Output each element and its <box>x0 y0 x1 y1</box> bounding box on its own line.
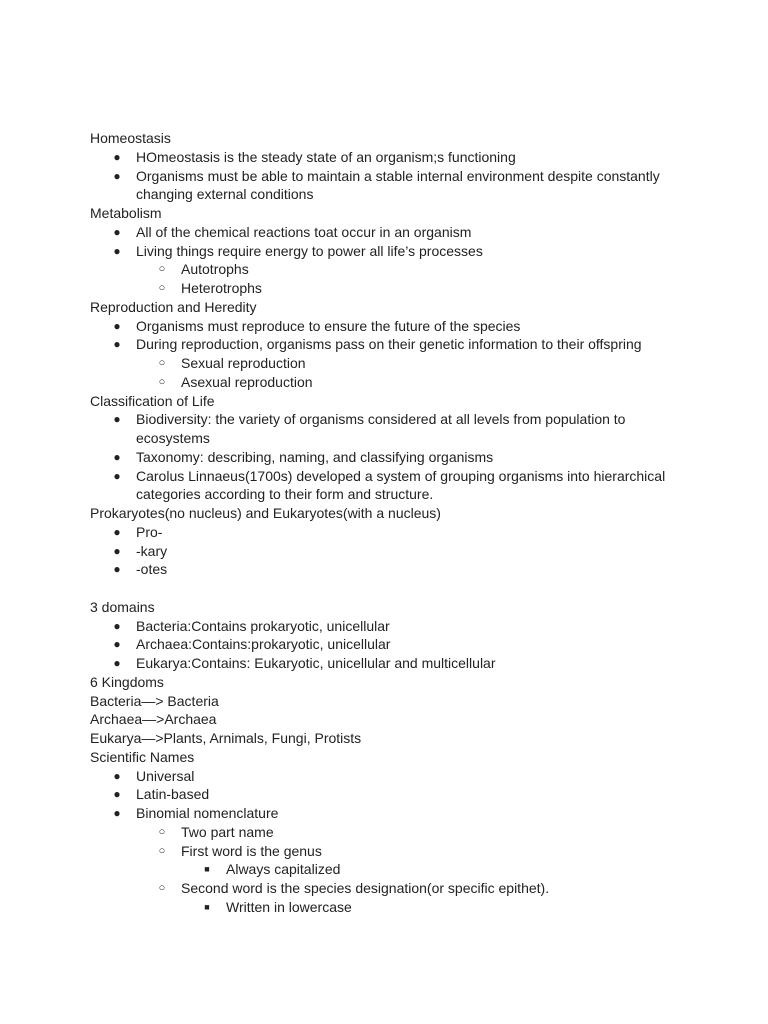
list-item <box>113 167 748 186</box>
bullet-icon: ● <box>113 337 121 352</box>
bullet-icon: ● <box>113 787 121 802</box>
line-text: categories according to their form and structure. <box>136 486 434 503</box>
line-text: Heterotrophs <box>181 280 262 296</box>
line-text: Archaea:Contains:prokaryotic, unicellular <box>136 636 391 653</box>
line-text: Latin-based <box>136 786 210 803</box>
list-item <box>158 879 748 898</box>
list-item <box>113 542 748 561</box>
bullet-icon: ● <box>113 243 121 258</box>
list-item <box>113 785 748 804</box>
section-heading <box>90 748 748 767</box>
list-item <box>113 560 748 579</box>
line-text: Bacteria:Contains prokaryotic, unicellular <box>136 617 390 634</box>
list-item <box>113 617 748 636</box>
line-text: Sexual reproduction <box>181 355 306 371</box>
line-text: Second word is the species designation(or specific epithet). <box>181 880 550 896</box>
line-text: 3 domains <box>90 598 155 615</box>
list-item <box>158 354 748 373</box>
line-text: Carolus Linnaeus(1700s) developed a system of grouping organisms into hierarchical <box>136 467 666 484</box>
line-text: First word is the genus <box>181 842 322 859</box>
section-heading <box>90 504 748 523</box>
line-text: Archaea—>Archaea <box>90 711 217 728</box>
line-text: Homeostasis <box>90 130 171 146</box>
line-text: Written in lowercase <box>226 898 352 915</box>
line-text: changing external conditions <box>136 186 314 203</box>
line-text: 6 Kingdoms <box>90 673 164 690</box>
line-text: Biodiversity: the variety of organisms considered at all levels from population to <box>136 411 626 428</box>
section-heading <box>90 729 748 748</box>
bullet-icon: ■ <box>204 901 210 912</box>
bullet-icon: ● <box>113 637 121 652</box>
bullet-icon: ● <box>113 168 121 183</box>
list-item <box>113 410 748 429</box>
line-text: During reproduction, organisms pass on their genetic information to their offspring <box>136 336 642 353</box>
list-item <box>113 148 748 167</box>
bullet-icon: ● <box>113 412 121 427</box>
section-heading <box>90 692 748 711</box>
line-text: All of the chemical reactions toat occur in an organism <box>136 223 472 240</box>
bullet-icon: ● <box>113 543 121 558</box>
line-text: Metabolism <box>90 205 162 221</box>
bullet-icon: ● <box>113 224 121 239</box>
list-item <box>158 260 748 279</box>
list-item <box>113 804 748 823</box>
section-heading <box>90 673 748 692</box>
section-heading <box>90 204 748 223</box>
list-item <box>113 242 748 261</box>
line-text: Autotrophs <box>181 261 249 278</box>
line-text: Eukarya—>Plants, Arnimals, Fungi, Protists <box>90 730 362 746</box>
list-item <box>158 373 748 392</box>
line-text: Scientific Names <box>90 748 195 765</box>
section-heading <box>90 598 748 617</box>
line-text: -otes <box>136 561 168 578</box>
list-item <box>113 467 748 486</box>
bullet-icon: ● <box>113 768 121 783</box>
list-item <box>113 767 748 786</box>
line-text: Living things require energy to power all life’s processes <box>136 242 483 259</box>
list-item <box>113 223 748 242</box>
list-item-continuation <box>136 429 210 448</box>
list-item <box>158 842 748 861</box>
bullet-icon: ● <box>113 149 121 164</box>
bullet-icon: ○ <box>158 263 166 276</box>
list-item <box>204 860 748 879</box>
list-item <box>158 823 748 842</box>
bullet-icon: ■ <box>204 864 210 875</box>
bullet-icon: ○ <box>158 357 166 369</box>
line-text: Classification of Life <box>90 392 215 409</box>
line-text: Bacteria—> Bacteria <box>90 692 219 709</box>
line-text: Binomial nomenclature <box>136 805 279 821</box>
list-item <box>158 279 748 298</box>
line-text: Always capitalized <box>226 861 341 878</box>
bullet-icon: ● <box>113 318 121 333</box>
line-text: Pro- <box>136 523 163 540</box>
bullet-icon: ● <box>113 449 121 464</box>
list-item <box>113 335 748 354</box>
bullet-icon: ○ <box>158 882 166 894</box>
list-item <box>113 317 748 336</box>
line-text: Prokaryotes(no nucleus) and Eukaryotes(with a nucleus) <box>90 505 441 521</box>
bullet-icon: ○ <box>158 825 166 838</box>
list-item <box>113 654 748 673</box>
section-heading <box>90 129 748 148</box>
list-item <box>204 898 748 917</box>
bullet-icon: ○ <box>158 844 166 857</box>
section-heading <box>90 710 748 729</box>
list-item <box>113 448 748 467</box>
line-text: Taxonomy: describing, naming, and classifying organisms <box>136 448 494 465</box>
list-item-continuation <box>136 485 433 504</box>
section-heading <box>90 298 748 317</box>
bullet-icon: ● <box>113 806 121 820</box>
line-text: Organisms must be able to maintain a stable internal environment despite constantly <box>136 167 660 184</box>
bullet-icon: ● <box>113 468 121 483</box>
line-text: HOmeostasis is the steady state of an organism;s functioning <box>136 148 516 165</box>
line-text: ecosystems <box>136 430 210 446</box>
bullet-icon: ● <box>113 524 121 539</box>
line-text: -kary <box>136 542 168 559</box>
section-heading <box>90 392 748 411</box>
line-text: Two part name <box>181 823 274 840</box>
list-item <box>113 523 748 542</box>
bullet-icon: ○ <box>158 282 166 294</box>
line-text: Organisms must reproduce to ensure the future of the species <box>136 317 521 334</box>
list-item <box>113 635 748 654</box>
line-text: Reproduction and Heredity <box>90 298 257 315</box>
line-text: Asexual reproduction <box>181 373 313 390</box>
line-text: Eukarya:Contains: Eukaryotic, unicellular and multicellular <box>136 655 496 671</box>
line-text: Universal <box>136 767 195 784</box>
bullet-icon: ● <box>113 562 121 577</box>
bullet-icon: ● <box>113 618 121 633</box>
list-item-continuation <box>136 185 313 204</box>
bullet-icon: ○ <box>158 375 166 388</box>
bullet-icon: ● <box>113 656 121 670</box>
